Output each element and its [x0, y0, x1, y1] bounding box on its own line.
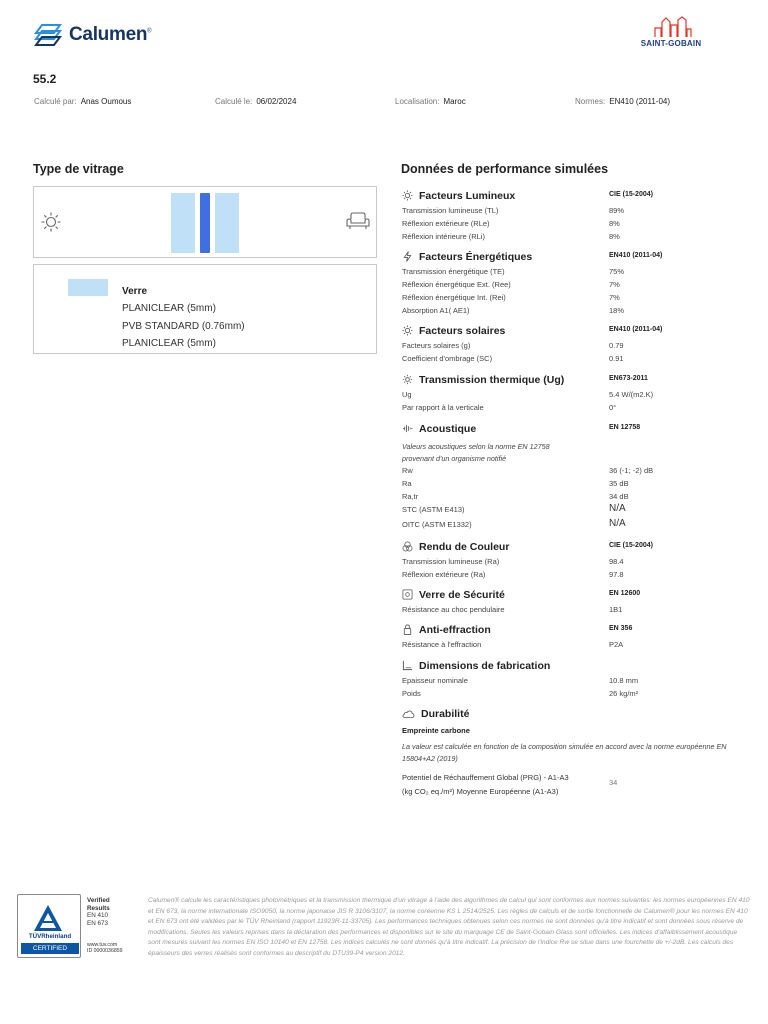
- group-standard: EN410 (2011-04): [609, 252, 663, 259]
- row-label: Coefficient d'ombrage (SC): [402, 354, 493, 363]
- lightning-icon: [402, 251, 413, 262]
- group-color-rendering: [401, 539, 751, 581]
- group-title: Rendu de Couleur: [419, 541, 510, 553]
- group-thermal-transmission: [401, 372, 751, 414]
- glazing-composition: [33, 264, 377, 354]
- row-value: 0°: [609, 403, 617, 412]
- group-title: Verre de Sécurité: [419, 589, 505, 601]
- group-anti-burglary: [401, 622, 751, 651]
- tuv-triangle-icon: [32, 903, 64, 935]
- group-standard: EN410 (2011-04): [609, 326, 663, 333]
- data-row: [401, 674, 751, 687]
- location-value: Maroc: [443, 97, 466, 106]
- location-label: Localisation:: [395, 97, 440, 106]
- row-value: 8%: [609, 232, 620, 241]
- data-row: [401, 638, 751, 651]
- saint-gobain-logo: [635, 16, 707, 48]
- group-standard: CIE (15-2004): [609, 542, 653, 549]
- row-value: 75%: [609, 267, 625, 276]
- glazing-diagram: [33, 186, 377, 258]
- composition-layer: PVB STANDARD (0.76mm): [122, 320, 245, 332]
- group-standard: EN 12600: [609, 590, 641, 597]
- tuv-id-number: ID 0000036859: [87, 948, 123, 955]
- composition-layer: PLANICLEAR (5mm): [122, 303, 216, 315]
- group-title: Facteurs solaires: [419, 325, 506, 337]
- ruler-icon: [402, 660, 413, 671]
- pvb-interlayer: [200, 193, 210, 253]
- armchair-icon: [346, 211, 370, 231]
- color-circles-icon: [402, 541, 413, 552]
- row-label: Réflexion énergétique Int. (Rei): [402, 293, 506, 302]
- group-title: Facteurs Énergétiques: [419, 251, 533, 263]
- glass-pane-outer: [171, 193, 195, 253]
- row-label: STC (ASTM E413): [402, 505, 465, 514]
- sun-icon: [40, 211, 62, 233]
- row-label: Résistance au choc pendulaire: [402, 605, 505, 614]
- calumen-logo: [33, 22, 151, 48]
- calumen-logo-icon: [33, 22, 63, 48]
- row-label: Rw: [402, 466, 413, 475]
- row-label: Epaisseur nominale: [402, 676, 468, 685]
- tuv-name: TÜVRheinland: [28, 933, 72, 940]
- gwp-label: Potentiel de Réchauffement Global (PRG) - A1-A3: [402, 773, 569, 782]
- data-row: [401, 555, 751, 568]
- data-row: [401, 464, 751, 477]
- tuv-certification-badge: [17, 894, 129, 958]
- row-value: 10.8 mm: [609, 676, 639, 685]
- calc-by-label: Calculé par:: [34, 97, 77, 106]
- tuv-certified: CERTIFIED: [21, 943, 79, 954]
- data-row: [401, 217, 751, 230]
- row-value: P2A: [609, 640, 624, 649]
- data-row: [401, 518, 751, 533]
- data-row: [401, 278, 751, 291]
- data-row: [401, 687, 751, 700]
- group-safety-glass: [401, 587, 751, 616]
- group-energy-factors: [401, 249, 751, 317]
- row-label: Poids: [402, 689, 421, 698]
- row-label: Transmission lumineuse (Ra): [402, 557, 500, 566]
- gwp-value: 34: [609, 778, 618, 787]
- tuv-id: [87, 942, 122, 955]
- row-value: 89%: [609, 206, 625, 215]
- project-title: 55.2: [33, 72, 57, 86]
- row-value: 7%: [609, 293, 620, 302]
- group-solar-factors: [401, 323, 751, 365]
- group-standard: CIE (15-2004): [609, 191, 653, 198]
- data-row: [401, 265, 751, 278]
- glass-pane-inner: [215, 193, 239, 253]
- norms-value: EN410 (2011-04): [609, 97, 671, 106]
- group-standard: EN 12758: [609, 424, 641, 431]
- sound-wave-icon: [402, 423, 413, 434]
- cloud-icon: [402, 708, 415, 719]
- row-label: Réflexion extérieure (Ra): [402, 570, 486, 579]
- saint-gobain-building-icon: [635, 16, 707, 38]
- data-row: [401, 291, 751, 304]
- row-label: Absorption A1( AE1): [402, 306, 470, 315]
- legal-disclaimer: Calumen® calcule les caractéristiques photométriques et la transmission thermique d'un vitrage à l'aide des algorithmes de calcul qui sont conformes aux normes suivantes: les normes européennes EN 410 et EN 673, la norme internationale ISO9050, la norme japonaise JIS R 3106/3107, la norme coréenne KS L 2514/2525. Les règles de calculs et de sortie fonctionnelle de Calumen® pour les normes EN 410 et EN 673 ont été validées par le TÜV Rheinland (rapport 11923R-11-33705). Les performances techniques obtenues selon ces normes ne sont données qu'à titre indicatif et sont données sous réserve de modifications. Seules les valeurs reprises dans la déclaration des performances et disponibles sur le site du marquage CE de Saint-Gobain Glass sont officielles. Les indices d'affaiblissement acoustique sont mesurés suivant les normes EN ISO 10140 et EN 12758. Les indices calculés ne sont donnés qu'à titre indicatif. La précision de l'indice Rw se situe dans une fourchette de +/-2dB. Les calculs des épaisseurs des verres réalisés sont conformes au descriptif du DTU39-P4 version 2012.: [148, 897, 750, 957]
- group-standard: EN673-2011: [609, 375, 648, 382]
- data-row: [401, 304, 751, 317]
- tuv-logo: [17, 894, 81, 958]
- calc-on-value: 06/02/2024: [256, 97, 297, 106]
- group-durability: [401, 706, 751, 799]
- location: [395, 97, 466, 106]
- group-dimensions: [401, 658, 751, 700]
- glass-swatch: [68, 279, 108, 296]
- data-row: [401, 401, 751, 414]
- row-value: 0.91: [609, 354, 624, 363]
- acoustic-note: Valeurs acoustiques selon la norme EN 12758 provenant d'un organisme notifié: [402, 442, 550, 463]
- calc-by: [34, 97, 131, 106]
- data-row: [401, 477, 751, 490]
- group-title: Facteurs Lumineux: [419, 190, 516, 202]
- group-title: Dimensions de fabrication: [419, 660, 551, 672]
- performance-section-title: Données de performance simulées: [401, 162, 609, 176]
- group-title: Anti-effraction: [419, 624, 491, 636]
- data-row: [401, 603, 751, 616]
- saint-gobain-text: SAINT-GOBAIN: [640, 39, 702, 48]
- tuv-line: EN 673: [87, 919, 109, 927]
- tuv-line: Results: [87, 904, 110, 912]
- row-label: Réflexion extérieure (RLe): [402, 219, 490, 228]
- tuv-line: Verified: [87, 897, 110, 904]
- row-label: Réflexion énergétique Ext. (Ree): [402, 280, 511, 289]
- row-label: Par rapport à la verticale: [402, 403, 484, 412]
- row-label: Réflexion intérieure (RLi): [402, 232, 485, 241]
- row-value: 97.8: [609, 570, 624, 579]
- data-row: [401, 503, 751, 518]
- row-value: 98.4: [609, 557, 624, 566]
- group-acoustics: [401, 421, 751, 533]
- tuv-site: www.tuv.com: [87, 942, 118, 948]
- data-row: [401, 230, 751, 243]
- row-label: Ra: [402, 479, 412, 488]
- calc-on-label: Calculé le:: [215, 97, 253, 106]
- gwp-unit: (kg CO₂ eq./m²) Moyenne Européenne (A1-A3): [402, 787, 559, 796]
- group-title: Acoustique: [419, 423, 477, 435]
- row-label: Transmission énergétique (TE): [402, 267, 505, 276]
- report-header: [33, 18, 713, 58]
- row-label: OITC (ASTM E1332): [402, 520, 472, 529]
- data-row: [401, 490, 751, 503]
- row-value: 8%: [609, 219, 620, 228]
- tuv-verified-results: [87, 897, 110, 927]
- row-value: 35 dB: [609, 479, 629, 488]
- brand-name: Calumen: [69, 24, 148, 45]
- row-value: 0.79: [609, 341, 624, 350]
- norms: [575, 97, 670, 106]
- data-row: [401, 204, 751, 217]
- brand-mark: ®: [147, 28, 152, 35]
- row-label: Facteurs solaires (g): [402, 341, 471, 350]
- sun-icon: [402, 325, 413, 336]
- group-title: Durabilité: [421, 708, 470, 720]
- row-value: 5.4 W/(m2.K): [609, 390, 654, 399]
- group-title: Transmission thermique (Ug): [419, 374, 565, 386]
- row-label: Résistance à l'effraction: [402, 640, 482, 649]
- lock-icon: [402, 624, 413, 635]
- carbon-footprint-title: Empreinte carbone: [402, 726, 470, 735]
- row-value: N/A: [609, 503, 626, 514]
- composition-list: [122, 283, 245, 352]
- group-light-factors: [401, 188, 751, 243]
- data-row: [401, 339, 751, 352]
- row-value: 36 (-1; -2) dB: [609, 466, 654, 475]
- composition-head: Verre: [122, 286, 148, 297]
- durability-note: La valeur est calculée en fonction de la composition simulée en accord avec la norme européenne EN 15804+A2 (2019): [402, 742, 727, 763]
- calc-on: [215, 97, 296, 106]
- tuv-line: EN 410: [87, 912, 109, 920]
- data-row: [401, 388, 751, 401]
- row-value: 26 kg/m²: [609, 689, 639, 698]
- composition-layer: PLANICLEAR (5mm): [122, 337, 216, 349]
- sun-icon: [402, 190, 413, 201]
- row-value: N/A: [609, 518, 626, 529]
- thermal-icon: [402, 374, 413, 385]
- row-label: Ug: [402, 390, 412, 399]
- gwp-row: [401, 771, 751, 799]
- row-value: 1B1: [609, 605, 623, 614]
- data-row: [401, 352, 751, 365]
- row-label: Ra,tr: [402, 492, 419, 501]
- glazing-section-title: Type de vitrage: [33, 162, 124, 176]
- calc-by-value: Anas Oumous: [80, 97, 132, 106]
- data-row: [401, 568, 751, 581]
- norms-label: Normes:: [575, 97, 606, 106]
- row-value: 34 dB: [609, 492, 629, 501]
- row-label: Transmission lumineuse (TL): [402, 206, 499, 215]
- group-standard: EN 356: [609, 625, 633, 632]
- row-value: 18%: [609, 306, 625, 315]
- safety-glass-icon: [402, 589, 413, 600]
- row-value: 7%: [609, 280, 620, 289]
